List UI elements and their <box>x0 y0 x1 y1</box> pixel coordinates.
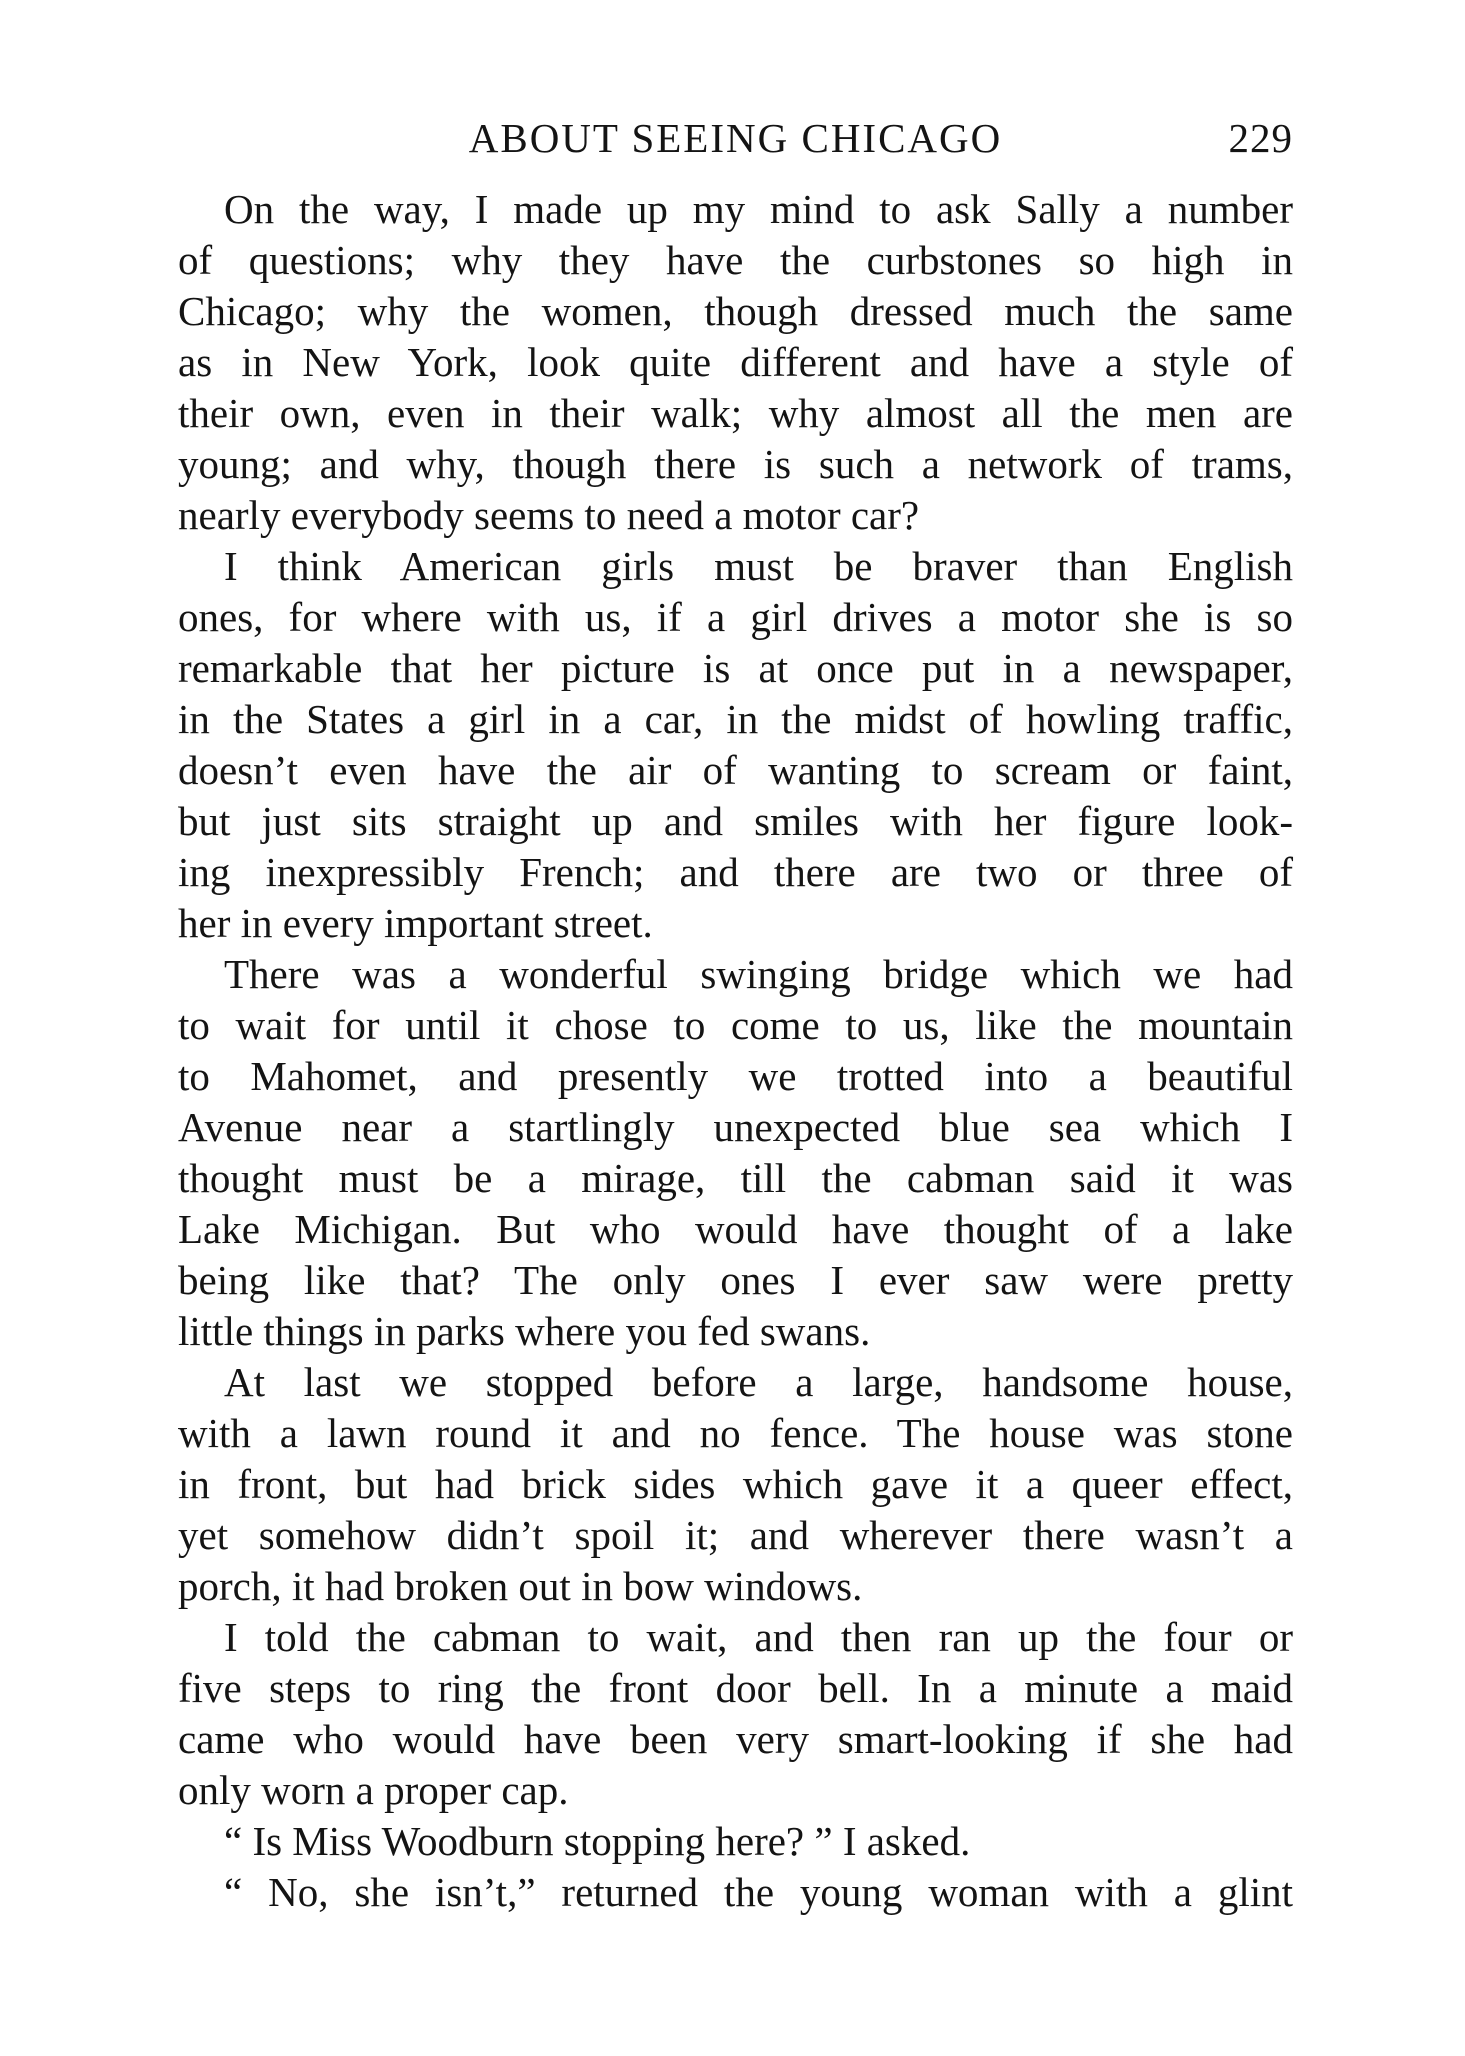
text-line: of questions; why they have the curbstones so high in <box>178 237 1293 283</box>
text-line: as in New York, look quite different and have a style of <box>178 339 1293 385</box>
text-line: young; and why, though there is such a network of trams, <box>178 441 1293 487</box>
text-line: I told the cabman to wait, and then ran up the four or <box>224 1614 1293 1660</box>
page-number: 229 <box>1228 115 1293 161</box>
text-line: “ No, she isn’t,” returned the young woman with a glint <box>224 1869 1293 1915</box>
text-line: remarkable that her picture is at once put in a newspaper, <box>178 645 1293 691</box>
running-title: ABOUT SEEING CHICAGO <box>468 115 1003 161</box>
text-line: I think American girls must be braver than English <box>224 543 1293 589</box>
text-line: Avenue near a startlingly unexpected blue sea which I <box>178 1104 1293 1150</box>
text-line: five steps to ring the front door bell. In a minute a maid <box>178 1665 1293 1711</box>
text-line: At last we stopped before a large, handsome house, <box>224 1359 1293 1405</box>
text-line: but just sits straight up and smiles with her figure look- <box>178 798 1293 844</box>
running-head <box>178 108 1293 168</box>
text-line: thought must be a mirage, till the cabman said it was <box>178 1155 1293 1201</box>
text-line: On the way, I made up my mind to ask Sally a number <box>224 186 1293 232</box>
text-line: only worn a proper cap. <box>178 1767 569 1813</box>
text-line: yet somehow didn’t spoil it; and wherever there wasn’t a <box>178 1512 1293 1558</box>
text-line: nearly everybody seems to need a motor car? <box>178 492 920 538</box>
text-line: to wait for until it chose to come to us, like the mountain <box>178 1002 1293 1048</box>
text-line: came who would have been very smart-looking if she had <box>178 1716 1293 1762</box>
text-line: their own, even in their walk; why almost all the men are <box>178 390 1293 436</box>
text-line: being like that? The only ones I ever saw were pretty <box>178 1257 1293 1303</box>
text-line: her in every important street. <box>178 900 653 946</box>
text-line: with a lawn round it and no fence. The house was stone <box>178 1410 1293 1456</box>
text-line: porch, it had broken out in bow windows. <box>178 1563 863 1609</box>
text-line: There was a wonderful swinging bridge which we had <box>224 951 1293 997</box>
text-line: ones, for where with us, if a girl drives a motor she is so <box>178 594 1293 640</box>
text-line: in the States a girl in a car, in the midst of howling traffic, <box>178 696 1293 742</box>
body-text <box>178 184 1293 1918</box>
text-line: “ Is Miss Woodburn stopping here? ” I asked. <box>224 1818 971 1864</box>
text-line: in front, but had brick sides which gave it a queer effect, <box>178 1461 1293 1507</box>
text-line: little things in parks where you fed swans. <box>178 1308 871 1354</box>
text-line: doesn’t even have the air of wanting to scream or faint, <box>178 747 1293 793</box>
text-line: to Mahomet, and presently we trotted into a beautiful <box>178 1053 1293 1099</box>
text-line: ing inexpressibly French; and there are two or three of <box>178 849 1293 895</box>
text-line: Lake Michigan. But who would have thought of a lake <box>178 1206 1293 1252</box>
text-line: Chicago; why the women, though dressed much the same <box>178 288 1293 334</box>
